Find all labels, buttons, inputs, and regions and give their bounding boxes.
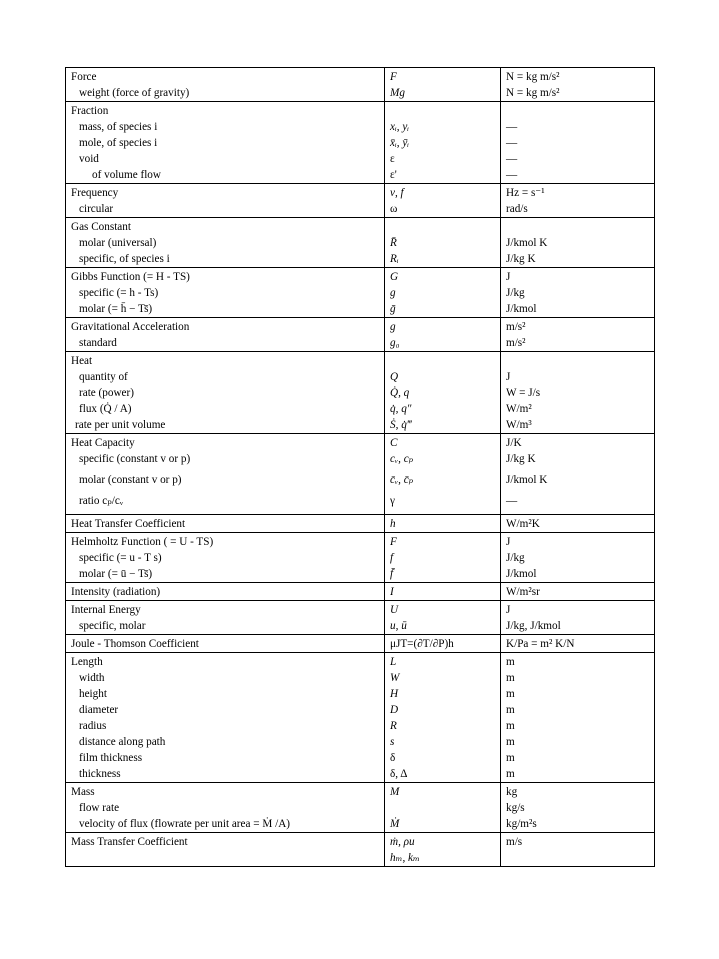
symbol-cell: [385, 653, 501, 783]
quantity-text: thickness: [79, 768, 121, 780]
quantity-text: Fraction: [71, 105, 109, 117]
unit-text: J/kg: [506, 287, 525, 299]
unit-text: [506, 103, 649, 119]
quantity-text: void: [79, 153, 99, 165]
symbol-text: C: [390, 437, 398, 449]
quantity-text: specific, molar: [79, 620, 146, 632]
quantity-cell: [66, 184, 385, 218]
symbol-text: ε': [390, 169, 397, 181]
unit-cell: [501, 352, 655, 434]
quantity-cell: [66, 653, 385, 783]
quantity-cell: [66, 533, 385, 583]
quantity-text: distance along path: [79, 736, 166, 748]
symbol-text: M: [390, 786, 400, 798]
unit-text: J/kg: [506, 552, 525, 564]
quantity-text: Gravitational Acceleration: [71, 321, 190, 333]
quantity-cell: [66, 68, 385, 102]
symbols-units-table: [65, 67, 655, 867]
table-row: [66, 352, 655, 434]
symbol-text: R: [390, 720, 397, 732]
quantity-text: Heat: [71, 355, 93, 367]
symbol-text: F: [390, 536, 397, 548]
symbol-cell: [385, 533, 501, 583]
quantity-text: quantity of: [79, 371, 128, 383]
unit-cell: [501, 635, 655, 653]
table-row: [66, 102, 655, 184]
quantity-text: circular: [79, 203, 114, 215]
quantity-cell: [66, 583, 385, 601]
unit-text: m/s²: [506, 321, 526, 333]
symbol-text: u, ū: [390, 620, 407, 632]
symbol-text: H: [390, 688, 399, 700]
quantity-text: Intensity (radiation): [71, 586, 161, 598]
table-row: [66, 601, 655, 635]
symbol-text: Q̇, q: [390, 387, 410, 399]
unit-cell: [501, 533, 655, 583]
symbol-text: U: [390, 604, 399, 616]
unit-cell: [501, 318, 655, 352]
symbol-cell: [385, 833, 501, 867]
unit-text: [506, 219, 649, 235]
quantity-text: velocity of flux (flowrate per unit area = Ṁ /A): [79, 818, 291, 830]
table-row: [66, 783, 655, 833]
symbol-text: s: [390, 736, 395, 748]
unit-text: J/kmol K: [506, 474, 548, 486]
unit-cell: [501, 783, 655, 833]
unit-text: [506, 353, 649, 369]
symbol-text: γ: [390, 495, 395, 507]
unit-cell: [501, 68, 655, 102]
quantity-text: Heat Capacity: [71, 437, 135, 449]
symbol-cell: [385, 635, 501, 653]
symbol-text: [390, 219, 495, 235]
unit-cell: [501, 102, 655, 184]
unit-text: rad/s: [506, 203, 528, 215]
quantity-cell: [66, 783, 385, 833]
quantity-text: Heat Transfer Coefficient: [71, 518, 186, 530]
unit-cell: [501, 218, 655, 268]
symbol-text: g: [390, 287, 396, 299]
symbol-cell: [385, 68, 501, 102]
unit-text: J: [506, 604, 511, 616]
symbol-text: cᵥ, cₚ: [390, 453, 414, 465]
unit-text: m: [506, 704, 515, 716]
symbol-text: L: [390, 656, 397, 668]
table-row: [66, 318, 655, 352]
symbol-text: δ, Δ: [390, 768, 408, 780]
unit-text: m: [506, 688, 515, 700]
quantity-text: Mass: [71, 786, 95, 798]
unit-cell: [501, 515, 655, 533]
unit-text: m: [506, 736, 515, 748]
quantity-text: diameter: [79, 704, 119, 716]
unit-cell: [501, 268, 655, 318]
quantity-cell: [66, 833, 385, 867]
quantity-cell: [66, 352, 385, 434]
symbol-text: Mg: [390, 87, 405, 99]
unit-text: J/kmol: [506, 303, 537, 315]
symbol-cell: [385, 318, 501, 352]
unit-text: m: [506, 720, 515, 732]
symbol-text: f̄: [390, 568, 394, 580]
symbol-text: h: [390, 518, 396, 530]
quantity-text: molar (= h̄ − Ts̄): [79, 303, 153, 315]
unit-text: m: [506, 752, 515, 764]
symbol-text: [390, 353, 495, 369]
unit-cell: [501, 434, 655, 515]
symbol-text: δ: [390, 752, 396, 764]
symbol-text: [390, 103, 495, 119]
table-row: [66, 184, 655, 218]
unit-text: J: [506, 271, 511, 283]
quantity-text: rate (power): [79, 387, 134, 399]
symbol-text: R̄: [390, 237, 397, 249]
unit-cell: [501, 184, 655, 218]
quantity-cell: [66, 268, 385, 318]
quantity-text: rate per unit volume: [75, 419, 166, 431]
symbol-cell: [385, 102, 501, 184]
unit-text: J/kg, J/kmol: [506, 620, 561, 632]
table-row: [66, 635, 655, 653]
quantity-text: Gibbs Function (= H - TS): [71, 271, 190, 283]
quantity-text: width: [79, 672, 105, 684]
quantity-text: molar (universal): [79, 237, 157, 249]
unit-text: m/s²: [506, 337, 526, 349]
unit-text: —: [506, 137, 518, 149]
unit-text: J/kg K: [506, 253, 536, 265]
table-row: [66, 268, 655, 318]
symbol-text: F: [390, 71, 397, 83]
unit-text: —: [506, 169, 518, 181]
symbol-text: Q: [390, 371, 399, 383]
symbol-cell: [385, 601, 501, 635]
symbol-text: f: [390, 552, 394, 564]
quantity-text: of volume flow: [92, 169, 161, 181]
unit-text: m/s: [506, 836, 523, 848]
table-row: [66, 68, 655, 102]
unit-text: —: [506, 121, 518, 133]
symbol-text: μJT=(∂T/∂P)h: [390, 638, 454, 650]
unit-text: kg/m²s: [506, 818, 537, 830]
table-row: [66, 833, 655, 867]
quantity-text: flux (Q̇ / A): [79, 403, 132, 415]
unit-text: J/K: [506, 437, 522, 449]
quantity-text: Internal Energy: [71, 604, 141, 616]
unit-text: kg/s: [506, 802, 525, 814]
unit-text: W = J/s: [506, 387, 541, 399]
symbol-text: c̄ᵥ, c̄ₚ: [390, 474, 414, 486]
quantity-text: flow rate: [79, 802, 120, 814]
quantity-text: film thickness: [79, 752, 143, 764]
symbol-text: ω: [390, 203, 398, 215]
unit-text: J/kmol: [506, 568, 537, 580]
quantity-text: mole, of species i: [79, 137, 158, 149]
symbol-cell: [385, 583, 501, 601]
symbol-text: ṁ, ρu: [390, 836, 415, 848]
quantity-text: mass, of species i: [79, 121, 158, 133]
symbol-cell: [385, 783, 501, 833]
quantity-text: Frequency: [71, 187, 119, 199]
quantity-text: standard: [79, 337, 117, 349]
quantity-text: Force: [71, 71, 97, 83]
quantity-cell: [66, 218, 385, 268]
symbol-text: Ṁ: [390, 818, 400, 830]
unit-text: m: [506, 768, 515, 780]
unit-text: J: [506, 371, 511, 383]
unit-text: J/kg K: [506, 453, 536, 465]
symbol-text: ε: [390, 153, 395, 165]
table-row: [66, 653, 655, 783]
unit-text: N = kg m/s²: [506, 87, 560, 99]
quantity-text: molar (= ū − Ts̄): [79, 568, 153, 580]
quantity-text: specific, of species i: [79, 253, 170, 265]
symbol-text: g₀: [390, 337, 400, 349]
symbol-cell: [385, 268, 501, 318]
unit-text: N = kg m/s²: [506, 71, 560, 83]
quantity-text: Length: [71, 656, 103, 668]
symbol-text: [390, 800, 495, 816]
symbol-cell: [385, 184, 501, 218]
quantity-text: height: [79, 688, 107, 700]
symbol-text: ν, f: [390, 187, 404, 199]
quantity-text: Joule - Thomson Coefficient: [71, 638, 199, 650]
quantity-cell: [66, 102, 385, 184]
unit-cell: [501, 653, 655, 783]
symbol-text: hₘ, kₘ: [390, 852, 420, 864]
unit-text: kg: [506, 786, 518, 798]
symbol-cell: [385, 218, 501, 268]
symbol-text: xᵢ, yᵢ: [390, 121, 410, 133]
quantity-cell: [66, 434, 385, 515]
quantity-text: specific (constant v or p): [79, 453, 191, 465]
quantity-text: radius: [79, 720, 107, 732]
unit-cell: [501, 583, 655, 601]
symbol-text: D: [390, 704, 399, 716]
unit-text: J: [506, 536, 511, 548]
symbol-cell: [385, 434, 501, 515]
unit-text: K/Pa = m² K/N: [506, 638, 575, 650]
symbol-cell: [385, 515, 501, 533]
quantity-cell: [66, 635, 385, 653]
symbol-text: Rᵢ: [390, 253, 399, 265]
symbol-text: Ṡ, q̇‴: [390, 419, 412, 431]
table-row: [66, 583, 655, 601]
table-row: [66, 218, 655, 268]
unit-text: W/m²: [506, 403, 532, 415]
unit-text: m: [506, 672, 515, 684]
symbol-text: x̄ᵢ, ȳᵢ: [390, 137, 410, 149]
symbol-text: W: [390, 672, 400, 684]
unit-cell: [501, 833, 655, 867]
unit-text: W/m²sr: [506, 586, 540, 598]
unit-text: J/kmol K: [506, 237, 548, 249]
quantity-cell: [66, 601, 385, 635]
unit-text: m: [506, 656, 515, 668]
quantity-text: specific (= h - Ts): [79, 287, 159, 299]
quantity-text: molar (constant v or p): [79, 474, 182, 486]
symbol-text: ḡ: [390, 303, 396, 315]
quantity-text: Mass Transfer Coefficient: [71, 836, 188, 848]
unit-text: —: [506, 495, 518, 507]
quantity-text: Helmholtz Function ( = U - TS): [71, 536, 214, 548]
quantity-text: Gas Constant: [71, 221, 131, 233]
symbol-text: I: [390, 586, 394, 598]
quantity-cell: [66, 515, 385, 533]
symbol-text: G: [390, 271, 399, 283]
symbol-text: g: [390, 321, 396, 333]
quantity-text: ratio cₚ/cᵥ: [79, 495, 124, 507]
symbol-text: q̇, q″: [390, 403, 412, 415]
quantity-cell: [66, 318, 385, 352]
table-row: [66, 434, 655, 515]
table-row: [66, 515, 655, 533]
unit-cell: [501, 601, 655, 635]
unit-text: W/m²K: [506, 518, 540, 530]
unit-text: W/m³: [506, 419, 532, 431]
unit-text: Hz = s⁻¹: [506, 187, 545, 199]
unit-text: —: [506, 153, 518, 165]
symbol-cell: [385, 352, 501, 434]
table-row: [66, 533, 655, 583]
table-body: [66, 68, 655, 867]
quantity-text: specific (= u - T s): [79, 552, 162, 564]
quantity-text: weight (force of gravity): [79, 87, 190, 99]
